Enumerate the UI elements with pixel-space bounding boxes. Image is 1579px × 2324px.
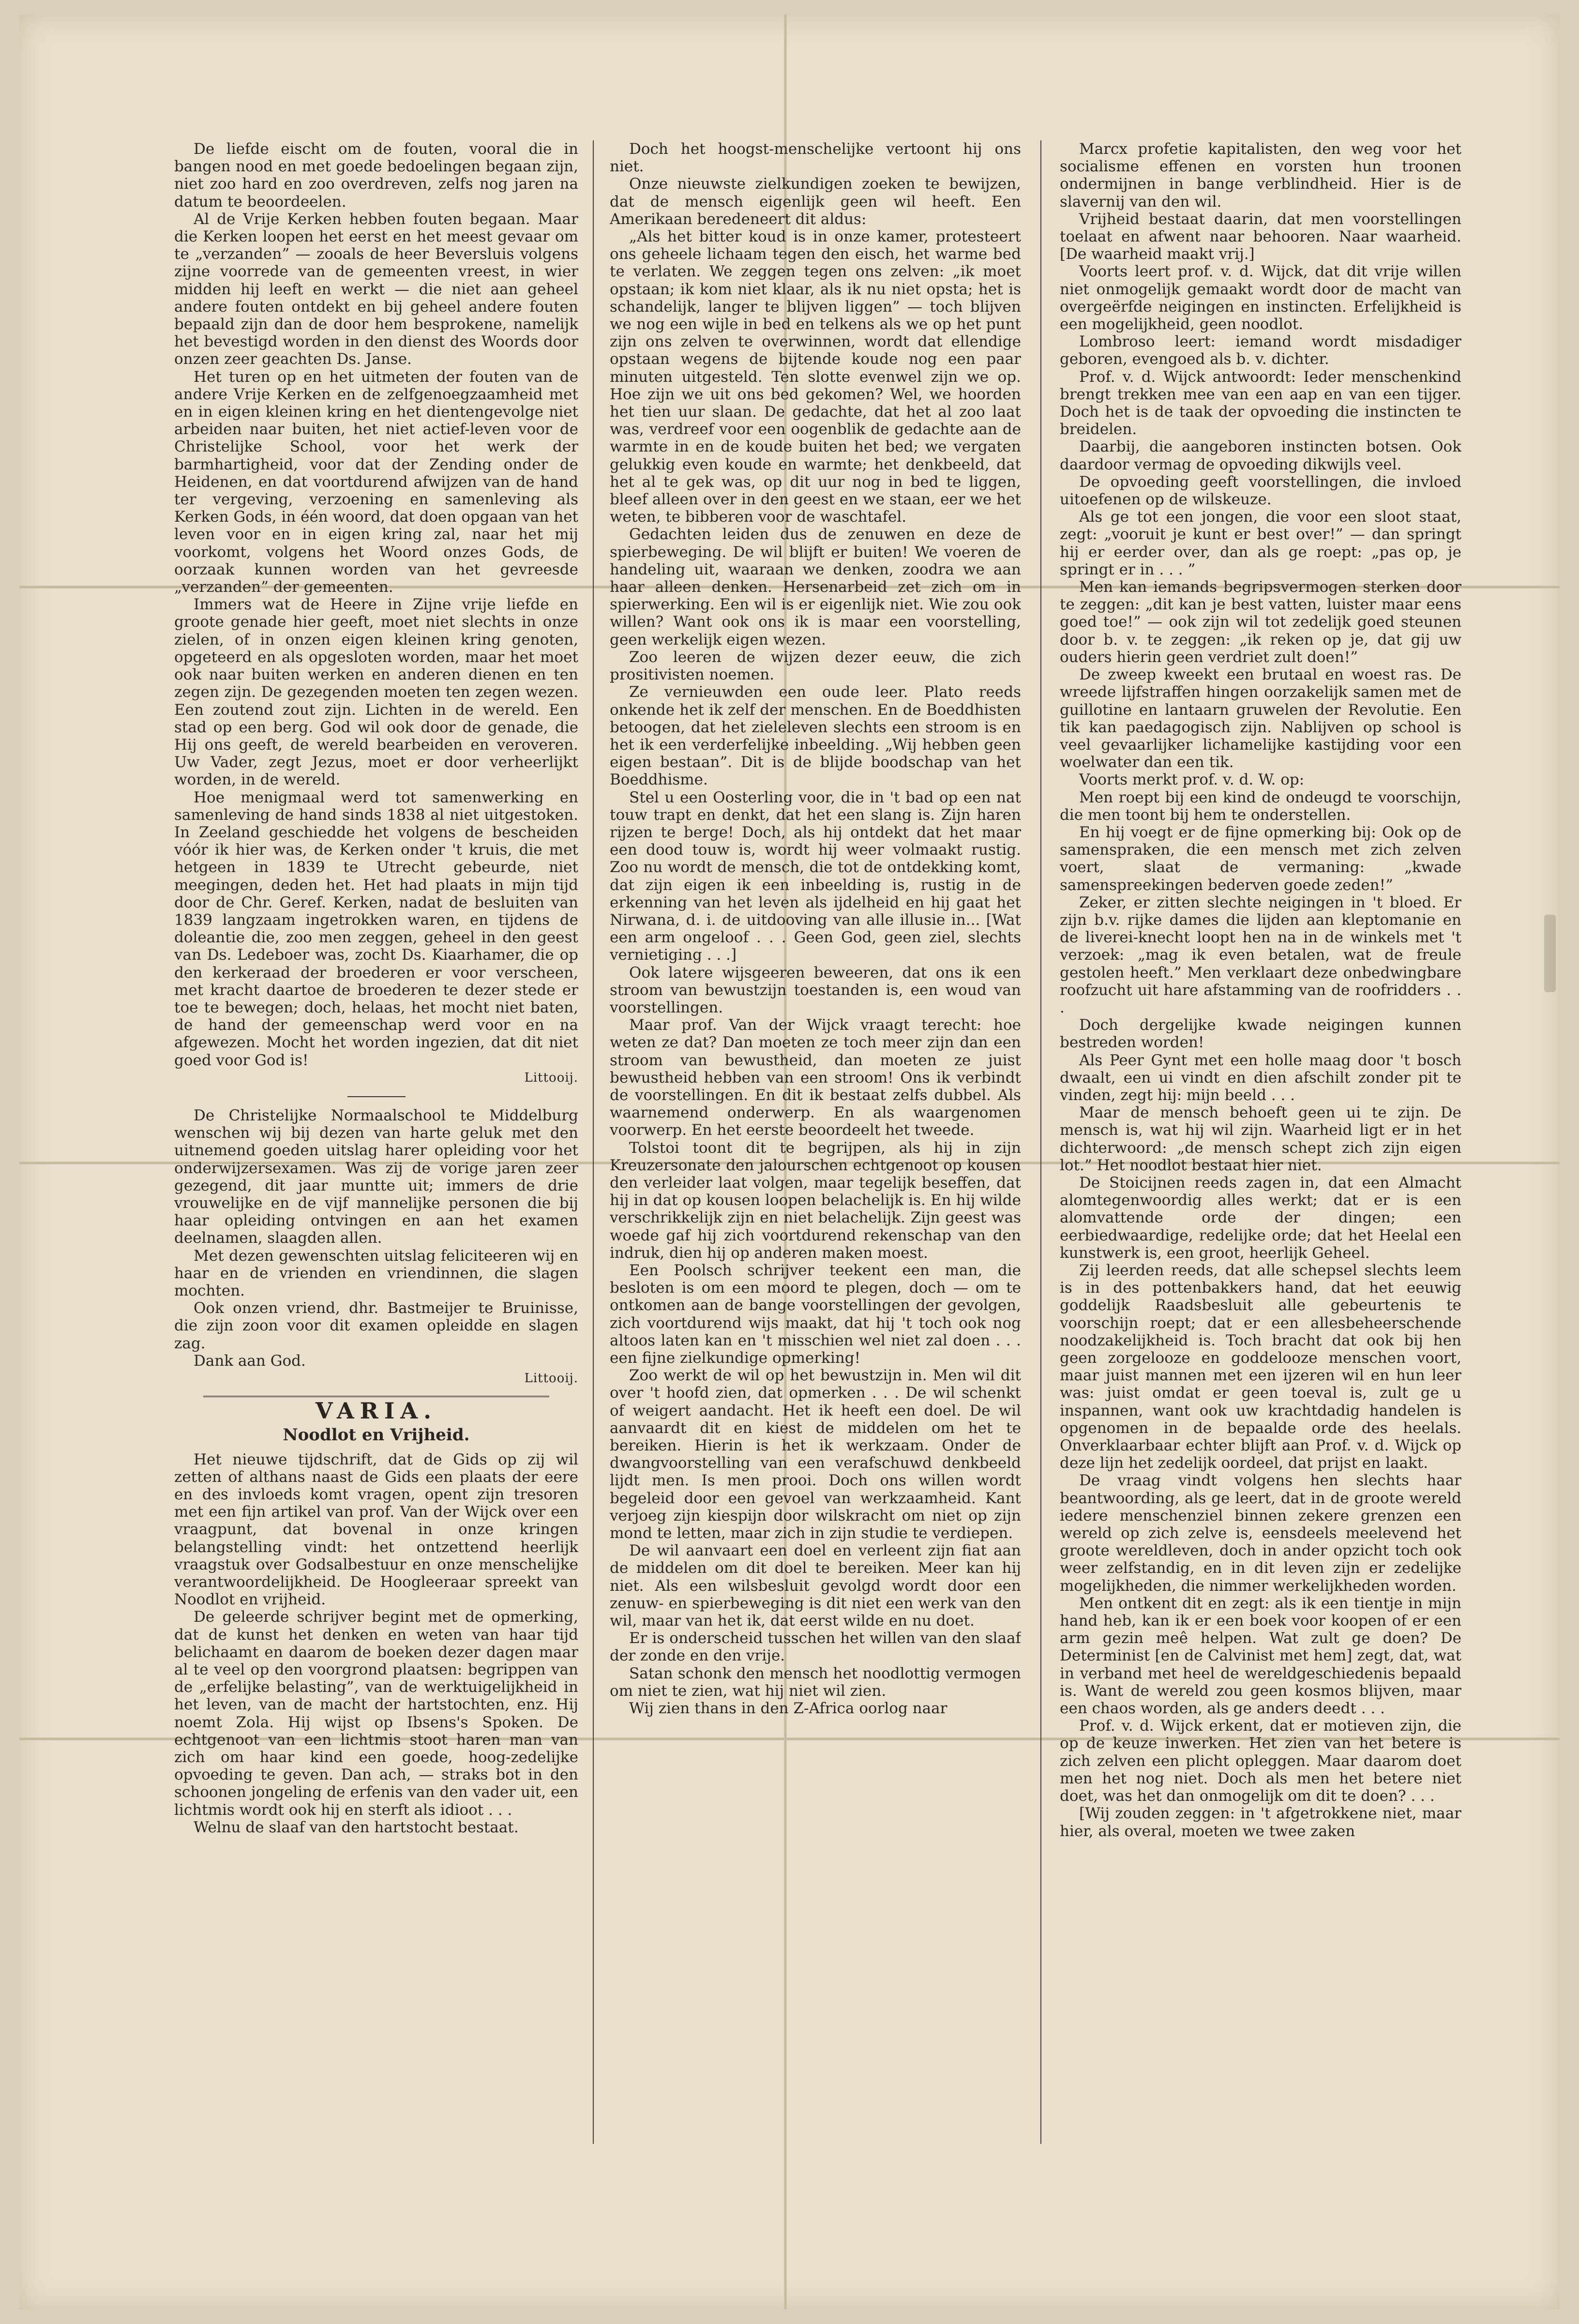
paragraph: Zoo leeren de wijzen dezer eeuw, die zich prositivisten noemen. [610, 648, 1021, 684]
thanks-line: Dank aan God. [194, 1352, 306, 1370]
paragraph: De zweep kweekt een brutaal en woest ras. De wreede lijfstraffen hingen oorzakelijk samen met de guillotine en lantaarn gruwelen der Revolutie. Een tik kan paedagogisch zijn. Nablijven op school is veel gevaarlijker lichamelijke kastijding voor een woelwater dan een tik. [1060, 666, 1461, 771]
paragraph: Een Poolsch schrijver teekent een man, die besloten is om een moord te plegen, doch — om te ontkomen aan de bange voorstellingen der gevolgen, zich voortdurend wijs maakt, dat hij 't toch ook nog altoos laten kan en 't misschien wel niet zal doen . . . een fijne zielkundige opmerking! [610, 1262, 1021, 1367]
column-rule [1040, 140, 1041, 2144]
paragraph: Maar prof. Van der Wijck vraagt terecht: hoe weten ze dat? Dan moeten ze toch meer zijn dan een stroom van bewustheid, dan moeten ze juist bewustheid hebben van een stroom! Ons ik verbindt de voorstellingen. En dit ik bestaat zelfs dubbel. Als waarnemend onderwerp. En als waargenomen voorwerp. En het eerste beoordeelt het tweede. [610, 1016, 1021, 1139]
paragraph: Met dezen gewenschten uitslag feliciteeren wij en haar en de vrienden en vriendinnen, die slagen mochten. [174, 1247, 578, 1299]
paragraph: Zeker, er zitten slechte neigingen in 't bloed. Er zijn b.v. rijke dames die lijden aan kleptomanie en de liverei-knecht loopt hen na in de winkels met 't verzoek: „mag ik even betalen, wat de freule gestolen heeft.” Men verklaart deze onbedwingbare roofzucht uit hare afstamming van de roofridders . . . [1060, 893, 1461, 1016]
paragraph: De geleerde schrijver begint met de opmerking, dat de kunst het denken en weten van haar tijd belichaamt en daarom de boeken dezer dagen maar al te veel op den voorgrond plaatsen: begrippen van de „erfelijke belasting”, van de werktuigelijkheid in het leven, van de macht der hartstochten, enz. Hij noemt Zola. Hij wijst op Ibsens's Spoken. De echtgenoot van een lichtmis stoot haren man van zich om haar kind een goede, hoog-zedelijke opvoeding te geven. Dan ach, — straks bot in den schoonen jongeling de erfenis van den vader uit, een lichtmis wordt ook hij en sterft als idioot . . . [174, 1608, 578, 1819]
paragraph: De wil aanvaart een doel en verleent zijn fiat aan de middelen om dit doel te bereiken. Meer kan hij niet. Als een wilsbesluit gevolgd wordt door een zenuw- en spierbeweging is dit niet een werk van den wil, maar van het ik, dat eerst wilde en nu doet. [610, 1542, 1021, 1630]
paragraph: [Wij zouden zeggen: in 't afgetrokkene niet, maar hier, als overal, moeten we twee zaken [1060, 1805, 1461, 1840]
paragraph: Er is onderscheid tusschen het willen van den slaaf der zonde en den vrije. [610, 1630, 1021, 1665]
paragraph: Lombroso leert: iemand wordt misdadiger geboren, evengoed als b. v. dichter. [1060, 333, 1461, 368]
paragraph: De Christelijke Normaalschool te Middelburg wenschen wij bij dezen van harte geluk met den uitnemend goeden uitslag harer opleiding voor het onderwijzersexamen. Was zij de vorige jaren zeer gezegend, dit jaar muntte uit; immers de drie vrouwelijke en de vijf mannelijke personen die bij haar opleiding ontvingen en aan het examen deelnamen, slaagden allen. [174, 1106, 578, 1247]
paragraph: Voorts leert prof. v. d. Wijck, dat dit vrije willen niet onmogelijk gemaakt wordt door de macht van overgeërfde neigingen en instincten. Erfelijkheid is een mogelijkheid, geen noodlot. [1060, 263, 1461, 333]
paragraph: Voorts merkt prof. v. d. W. op: [1079, 771, 1305, 789]
paragraph: Het turen op en het uitmeten der fouten van de andere Vrije Kerken en de zelfgenoegzaamheid met en in eigen kleinen kring en het dientengevolge niet arbeiden naar buiten, het niet actief-leven voor de Christelijke School, voor het werk der barmhartigheid, voor dat der Zending onder de Heidenen, en dat voortdurend afwijzen van de hand ter vergeving, verzoening en samenleving als Kerken Gods, in één woord, dat doen opgaan van het leven voor en in eigen kring zal, naar het mij voorkomt, volgens het Woord onzes Gods, de oorzaak kunnen worden van het gevreesde „verzanden” der gemeenten. [174, 368, 578, 596]
paragraph: Het nieuwe tijdschrift, dat de Gids op zij wil zetten of althans naast de Gids een plaats der eere en des invloeds komt vragen, opent zijn tresoren met een fijn artikel van prof. Van der Wijck over een vraagpunt, dat bovenal in onze kringen belangstelling vindt: het ontzettend heerlijk vraagstuk over Godsalbestuur en onze menschelijke verantwoordelijkheid. De Hoogleeraar spreekt van Noodlot en vrijheid. [174, 1450, 578, 1609]
paragraph: De liefde eischt om de fouten, vooral die in bangen nood en met goede bedoelingen begaan zijn, niet zoo hard en zoo overdreven, zelfs nog jaren na datum te beoordeelen. [174, 140, 578, 211]
paragraph: De vraag vindt volgens hen slechts haar beantwoording, als ge leert, dat in de groote wereld iedere menschenziel binnen zekere grenzen een wereld op zich zelve is, eensdeels meelevend het groote wereldleven, doch in ander opzicht toch ook weer zelfstandig, en in dit leven zijn er zedelijke mogelijkheden, die nimmer werkelijkheden worden. [1060, 1472, 1461, 1595]
binding-mark [1544, 915, 1556, 992]
paragraph: Maar de mensch behoeft geen ui te zijn. De mensch is, wat hij wil zijn. Waarheid ligt er in het dichterwoord: „de mensch schept zich zijn eigen lot.” Het noodlot bestaat hier niet. [1060, 1104, 1461, 1174]
article-title: Noodlot en Vrijheid. [283, 1425, 470, 1445]
column-rule [593, 140, 594, 2144]
paragraph: Men roept bij een kind de ondeugd te voorschijn, die men toont bij hem te onderstellen. [1060, 788, 1461, 824]
paragraph: Als Peer Gynt met een holle maag door 't bosch dwaalt, een ui vindt en dien afschilt zonder pit te vinden, zegt hij: mijn beeld . . . [1060, 1051, 1461, 1104]
paragraph: Tolstoi toont dit te begrijpen, als hij in zijn Kreuzersonate den jalourschen echtgenoot op kousen den verleider laat volgen, maar tegelijk beseffen, dat hij in dat op kousen loopen belachelijk is. En hij wilde verschrikkelijk zijn en niet belachelijk. Zijn geest was woede gaf hij zich voortdurend rekenschap van den indruk, dien hij op anderen maken moest. [610, 1139, 1021, 1262]
signature: Littooij. [524, 1371, 578, 1386]
paragraph: Hoe menigmaal werd tot samenwerking en samenleving de hand sinds 1838 al niet uitgestoken. In Zeeland geschiedde het volgens de bescheiden vóór ik hier was, de Kerken onder 't kruis, die met hetgeen in 1839 te Utrecht gebeurde, niet meegingen, deden het. Het had plaats in mijn tijd door de Chr. Geref. Kerken, nadat de besluiten van 1839 langzaam ingetrokken waren, en tijdens de doleantie die, zoo men zeggen, geheel in den geest van Ds. Ledeboer was, zocht Ds. Kiaarhamer, die op den kerkeraad der broederen er voor verscheen, met kracht daartoe de broederen te dezer stede er toe te bewegen; doch, helaas, het mocht niet baten, de hand der gemeenschap werd voor en na afgewezen. Mocht het worden ingezien, dat dit niet goed voor God is! [174, 788, 578, 1069]
paragraph: Ook onzen vriend, dhr. Bastmeijer te Bruinisse, die zijn zoon voor dit examen opleidde en slagen zag. [174, 1299, 578, 1352]
paragraph: Men ontkent dit en zegt: als ik een tientje in mijn hand heb, kan ik er een boek voor koopen of er een arm gezin meê helpen. Wat zult ge doen? De Determinist [en de Calvinist met hem] zegt, dat, wat in verband met heel de wereldgeschiedenis bepaald is. Want de wereld zou geen kosmos blijven, maar een chaos worden, als ge anders deedt . . . [1060, 1594, 1461, 1718]
column-2 [610, 140, 1021, 2149]
paragraph: Men kan iemands begripsvermogen sterken door te zeggen: „dit kan je best vatten, luister maar eens goed toe!” — ook zijn wil tot zedelijk goed steunen door b. v. te zeggen: „ik reken op je, dat gij uw ouders hierin geen verdriet zult doen!” [1060, 578, 1461, 666]
paragraph: Al de Vrije Kerken hebben fouten begaan. Maar die Kerken loopen het eerst en het meest gevaar om te „verzanden” — zooals de heer Beversluis volgens zijne voorrede van de gemeenten vreest, in wier midden hij leeft en werkt — die niet aan geheel andere fouten ontdekt en bij geheel andere fouten bepaald zijn dan de door hem besprokene, namelijk het bevestigd worden in den dienst des Woords door onzen zeer geachten Ds. Janse. [174, 210, 578, 368]
paragraph: Ze vernieuwden een oude leer. Plato reeds onkende het ik zelf der menschen. En de Boeddhisten betoogen, dat het zieleleven slechts een stroom is en het ik een verderfelijke inbeelding. „Wij hebben geen eigen bestaan”. Dit is de blijde boodschap van het Boeddhisme. [610, 683, 1021, 789]
paragraph: Stel u een Oosterling voor, die in 't bad op een nat touw trapt en denkt, dat het een slang is. Zijn haren rijzen te berge! Doch, als hij ontdekt dat het maar een dood touw is, wordt hij weer volmaakt rustig. Zoo nu wordt de mensch, die tot de ontdekking komt, dat zijn eigen ik een inbeelding is, rustig in de erkenning van het leven als ijdelheid en hij gaat het Nirwana, d. i. de uitdooving van alle illusie in... [Wat een arm ongeloof . . . Geen God, geen ziel, slechts vernietiging . . .] [610, 788, 1021, 964]
section-title: VARIA. [315, 1398, 437, 1424]
paragraph: Gedachten leiden dus de zenuwen en deze de spierbeweging. De wil blijft er buiten! We voeren de handeling uit, waaraan we denken, zoodra we aan haar alleen denken. Hersenarbeid zet zich om in spierwerking. Een wil is er eigenlijk niet. Wie zou ook willen? Want ook ons ik is maar een voorstelling, geen werkelijk eigen wezen. [610, 526, 1021, 649]
signature: Littooij. [524, 1070, 578, 1085]
paragraph: De opvoeding geeft voorstellingen, die invloed uitoefenen op de wilskeuze. [1060, 473, 1461, 509]
paragraph: De Stoicijnen reeds zagen in, dat een Almacht alomtegenwoordig alles werkt; dat er is een alomvattende orde der dingen; een eerbiedwaardige, redelijke orde; dat het Heelal een kunstwerk is, een groot, heerlijk Geheel. [1060, 1174, 1461, 1262]
divider [347, 1096, 406, 1097]
paragraph: Ook latere wijsgeeren beweeren, dat ons ik een stroom van bewustzijn toestanden is, een woud van voorstellingen. [610, 964, 1021, 1016]
section-divider [203, 1396, 549, 1397]
paragraph: Daarbij, die aangeboren instincten botsen. Ook daardoor vermag de opvoeding dikwijls veel. [1060, 438, 1461, 473]
paragraph: Immers wat de Heere in Zijne vrije liefde en groote genade hier geeft, moet niet slechts in onze zielen, of in onzen eigen kleinen kring genoten, opgeteerd en als opgesloten worden, maar het moet ook naar buiten werken en anderen dienen en ten zegen zijn. De gezegenden moeten ten zegen wezen. Een zoutend zout zijn. Lichten in de wereld. Een stad op een berg. God wil ook door de genade, die Hij ons geeft, de wereld bearbeiden en veroveren. Uw Vader, zegt Jezus, moet er door verheerlijkt worden, in de wereld. [174, 596, 578, 789]
paragraph: Prof. v. d. Wijck antwoordt: Ieder menschenkind brengt trekken mee van een aap en van een tijger. Doch het is de taak der opvoeding die instincten te breidelen. [1060, 368, 1461, 438]
newspaper-page [19, 15, 1560, 2309]
paragraph: Doch het hoogst-menschelijke vertoont hij ons niet. [610, 140, 1021, 176]
paragraph: Zoo werkt de wil op het bewustzijn in. Men wil dit over 't hoofd zien, dat opmerken . . . De wil schenkt of weigert aandacht. Het ik heeft een doel. De wil aanvaardt dit en kiest de middelen om het te bereiken. Hierin is het ik werkzaam. Onder de dwangvoorstelling van een verafschuwd denkbeeld lijdt men. Is men prooi. Doch ons willen wordt begeleid door een gevoel van werkzaamheid. Kant verjoeg zijn kiespijn door wilskracht om niet op zijn mond te letten, maar zich in zijn studie te verdiepen. [610, 1367, 1021, 1542]
paragraph: Wij zien thans in den Z-Africa oorlog naar [629, 1700, 947, 1718]
paragraph: Satan schonk den mensch het noodlottig vermogen om niet te zien, wat hij niet wil zien. [610, 1664, 1021, 1700]
paragraph: Welnu de slaaf van den hartstocht bestaat. [194, 1818, 519, 1836]
paragraph: Doch dergelijke kwade neigingen kunnen bestreden worden! [1060, 1016, 1461, 1052]
paragraph: En hij voegt er de fijne opmerking bij: Ook op de samenspraken, die een mensch met zich zelven voert, slaat de vermaning: „kwade samenspreekingen bederven goede zeden!” [1060, 823, 1461, 894]
paragraph: Zij leerden reeds, dat alle schepsel slechts leem is in des pottenbakkers hand, dat het eeuwig goddelijk Raadsbesluit alle gebeurtenis te voorschijn roept; dat er een allesbeheerschende noodzakelijkheid is. Toch bracht dat ook bij hen geen zorgelooze en goddelooze menschen voort, maar juist mannen met een ijzeren wil en hun leer was: juist omdat er geen toeval is, zult ge u inspannen, want ook uw krachtdadig handelen is opgenomen in de bepaalde orde des heelals. Onverklaarbaar echter blijft aan Prof. v. d. Wijck op deze lijn het zedelijk oordeel, dat prijst en laakt. [1060, 1262, 1461, 1472]
column-1 [174, 140, 578, 2149]
column-3 [1060, 140, 1461, 2149]
paragraph: Als ge tot een jongen, die voor een sloot staat, zegt: „vooruit je kunt er best over!” — dan springt hij er eerder over, dan als ge roept: „pas op, je springt er in . . . ” [1060, 508, 1461, 578]
paragraph: Vrijheid bestaat daarin, dat men voorstellingen toelaat en afwent naar behooren. Naar waarheid. [De waarheid maakt vrij.] [1060, 210, 1461, 263]
paragraph: Prof. v. d. Wijck erkent, dat er motieven zijn, die op de keuze inwerken. Het zien van het betere is zich zelven een plicht opleggen. Maar daarom doet men het nog niet. Doch als men het betere niet doet, was het dan onmogelijk om dit te doen? . . . [1060, 1717, 1461, 1805]
paragraph: Onze nieuwste zielkundigen zoeken te bewijzen, dat de mensch eigenlijk geen wil heeft. Een Amerikaan beredeneert dit aldus: [610, 175, 1021, 228]
paragraph: „Als het bitter koud is in onze kamer, protesteert ons geheele lichaam tegen den eisch, het warme bed te verlaten. We zeggen tegen ons zelven: „ik moet opstaan; ik kom niet klaar, als ik nu niet opsta; het is schandelijk, langer te blijven liggen” — toch blijven we nog een wijle in bed en telkens als we op het punt zijn ons zelven te overwinnen, wordt dat ellendige opstaan wegens de bijtende koude nog een paar minuten uitgesteld. Ten slotte evenwel zijn we op. Hoe zijn we uit ons bed gekomen? Wel, we hoorden het tien uur slaan. De gedachte, dat het al zoo laat was, verdreef voor een oogenblik de gedachte aan de warmte in en de koude buiten het bed; we vergaten gelukkig even koude en warmte; het denkbeeld, dat het al te gek was, op dit uur nog in bed te liggen, bleef alleen over in den geest en we staan, eer we het weten, te bibberen voor de waschtafel. [610, 228, 1021, 526]
paragraph: Marcx profetie kapitalisten, den weg voor het socialisme effenen en vorsten hun troonen ondermijnen in bange verblindheid. Hier is de slavernij van den wil. [1060, 140, 1461, 211]
